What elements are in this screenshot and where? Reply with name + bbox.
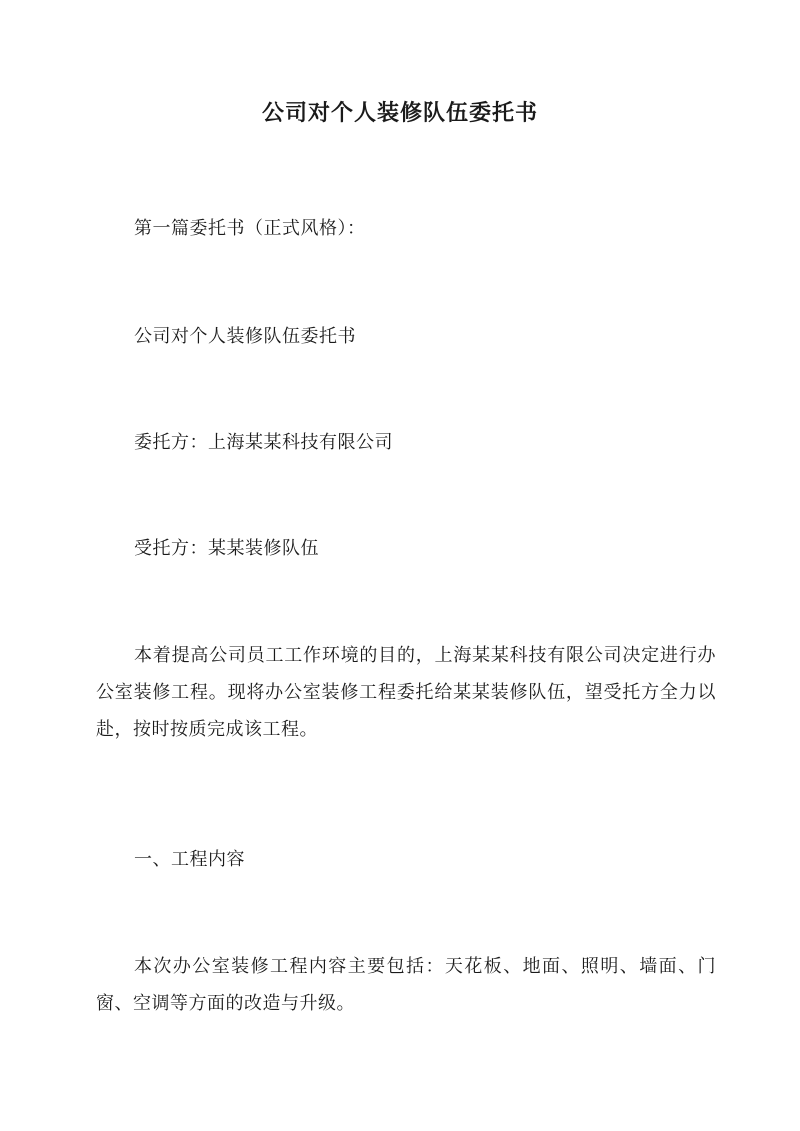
paragraph-subtitle: 公司对个人装修队伍委托书 (134, 326, 356, 347)
paragraph-principal: 委托方：上海某某科技有限公司 (134, 432, 393, 453)
paragraph-purpose: 本着提高公司员工工作环境的目的，上海某某科技有限公司决定进行办公室装修工程。现将办公室装修工程委托给某某装修队伍，望受托方全力以赴，按时按质完成该工程。 (96, 645, 716, 740)
paragraph-letter-heading: 第一篇委托书（正式风格）： (134, 218, 366, 239)
section-heading-project-content: 一、工程内容 (134, 849, 245, 870)
paragraph-project-content: 本次办公室装修工程内容主要包括：天花板、地面、照明、墙面、门窗、空调等方面的改造与升级。 (96, 956, 716, 1014)
document-title: 公司对个人装修队伍委托书 (261, 100, 538, 126)
paragraph-agent: 受托方：某某装修队伍 (134, 538, 319, 559)
